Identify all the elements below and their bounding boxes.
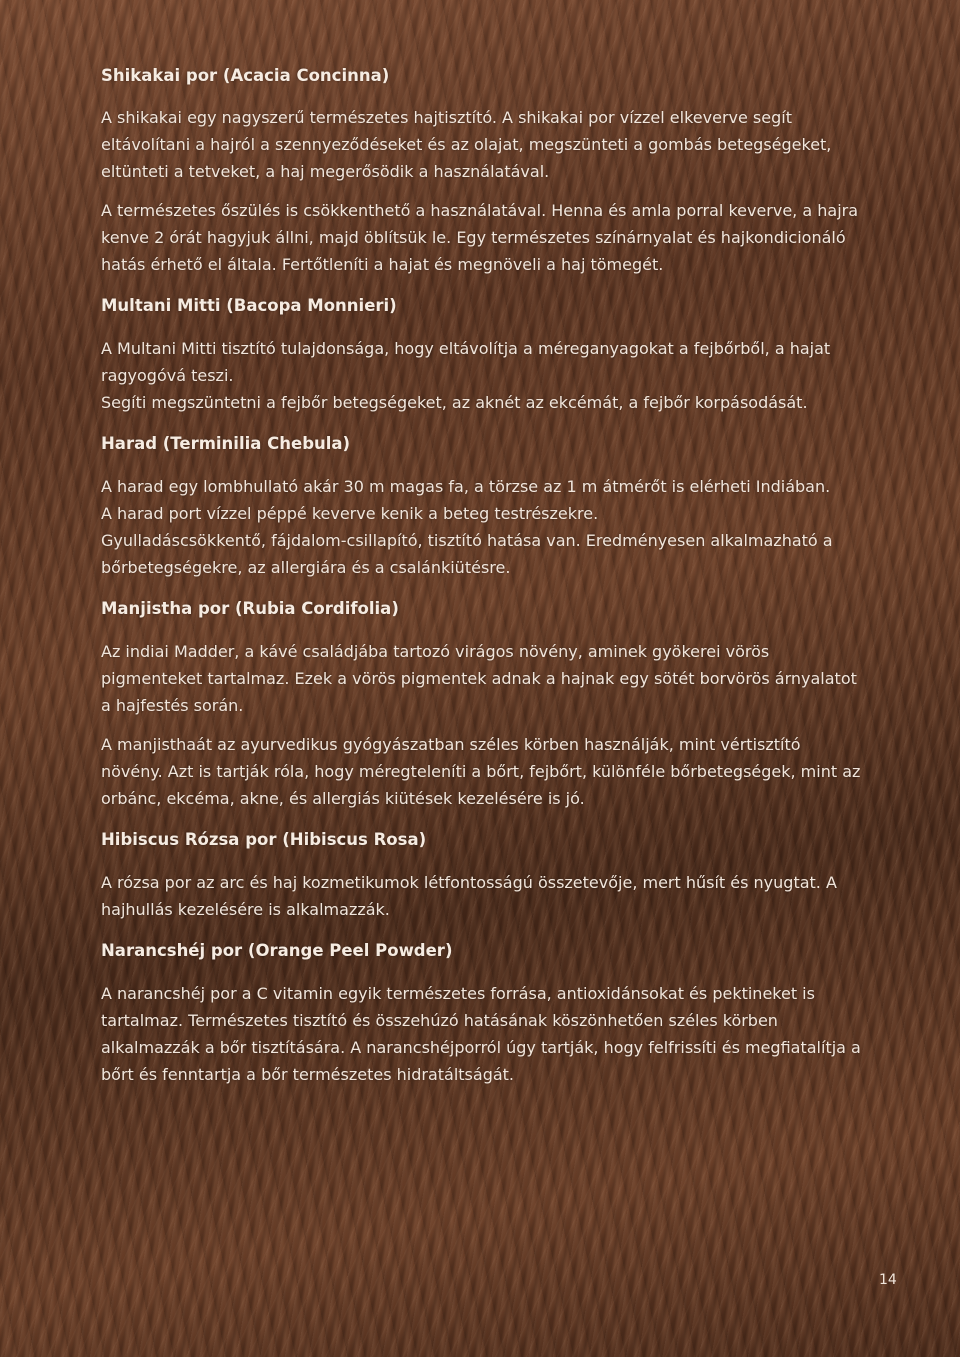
section-paragraph: A természetes őszülés is csökkenthető a használatával. Henna és amla porral keverve, a hajra kenve 2 órát hagyjuk állni, majd öblítsük le. Egy természetes színárnyalat és hajkondicionáló hatás érhető el általa. Fertőtleníti a hajat és megnöveli a haj tömegét.: [101, 201, 859, 274]
section-paragraph: A narancshéj por a C vitamin egyik természetes forrása, antioxidánsokat és pektineket is tartalmaz. Természetes tisztító és összehúzó hatásának köszönhetően széles körben alkalmazzák a bőr tisztítására. A narancshéjporról úgy tartják, hogy felfrissíti és megfiatalítja a bőrt és fenntartja a bőr természetes hidratáltságát.: [101, 984, 861, 1084]
section-paragraph: Az indiai Madder, a kávé családjába tartozó virágos növény, aminek gyökerei vörös pigmenteket tartalmaz. Ezek a vörös pigmentek adnak a hajnak egy sötét borvörös árnyalatot a hajfestés során.: [101, 642, 857, 715]
section-paragraph: A shikakai egy nagyszerű természetes hajtisztító. A shikakai por vízzel elkeverve segít eltávolítani a hajról a szennyeződéseket és az olajat, megszünteti a gombás betegségeket, eltünteti a tetveket, a haj megerősödik a használatával.: [101, 108, 832, 181]
section-heading: Narancshéj por (Orange Peel Powder): [101, 941, 453, 960]
section-manjistha: [101, 595, 861, 812]
section-paragraph: A Multani Mitti tisztító tulajdonsága, hogy eltávolítja a méreganyagokat a fejbőrből, a hajat ragyogóvá teszi.: [101, 339, 831, 385]
section-paragraph: A rózsa por az arc és haj kozmetikumok létfontosságú összetevője, mert hűsít és nyugtat. A hajhullás kezelésére is alkalmazzák.: [101, 873, 837, 919]
section-orange-peel: [101, 937, 861, 1088]
section-paragraph: Segíti megszüntetni a fejbőr betegségeket, az aknét az ekcémát, a fejbőr korpásodását.: [101, 393, 808, 412]
section-heading: Hibiscus Rózsa por (Hibiscus Rosa): [101, 830, 427, 849]
section-heading: Manjistha por (Rubia Cordifolia): [101, 599, 399, 618]
section-paragraph: A harad egy lombhullató akár 30 m magas fa, a törzse az 1 m átmérőt is elérheti Indiában.: [101, 477, 831, 496]
page-number: 14: [879, 1272, 897, 1288]
section-hibiscus: [101, 826, 861, 923]
section-shikakai: [101, 62, 861, 278]
section-paragraph: A manjisthaát az ayurvedikus gyógyászatban széles körben használják, mint vértisztító növény. Azt is tartják róla, hogy méregteleníti a bőrt, fejbőrt, különféle bőrbetegségek, mint az orbánc, ekcéma, akne, és allergiás kiütések kezelésére is jó.: [101, 735, 861, 808]
section-heading: Harad (Terminilia Chebula): [101, 434, 351, 453]
section-multani-mitti: [101, 292, 861, 416]
section-heading: Multani Mitti (Bacopa Monnieri): [101, 296, 397, 315]
section-paragraph: Gyulladáscsökkentő, fájdalom-csillapító, tisztító hatása van. Eredményesen alkalmazható a bőrbetegségekre, az allergiára és a csalánkiütésre.: [101, 531, 833, 577]
section-heading: Shikakai por (Acacia Concinna): [101, 66, 390, 85]
section-paragraph: A harad port vízzel péppé keverve kenik a beteg testrészekre.: [101, 504, 599, 523]
page-content: [101, 62, 861, 1100]
section-harad: [101, 430, 861, 581]
